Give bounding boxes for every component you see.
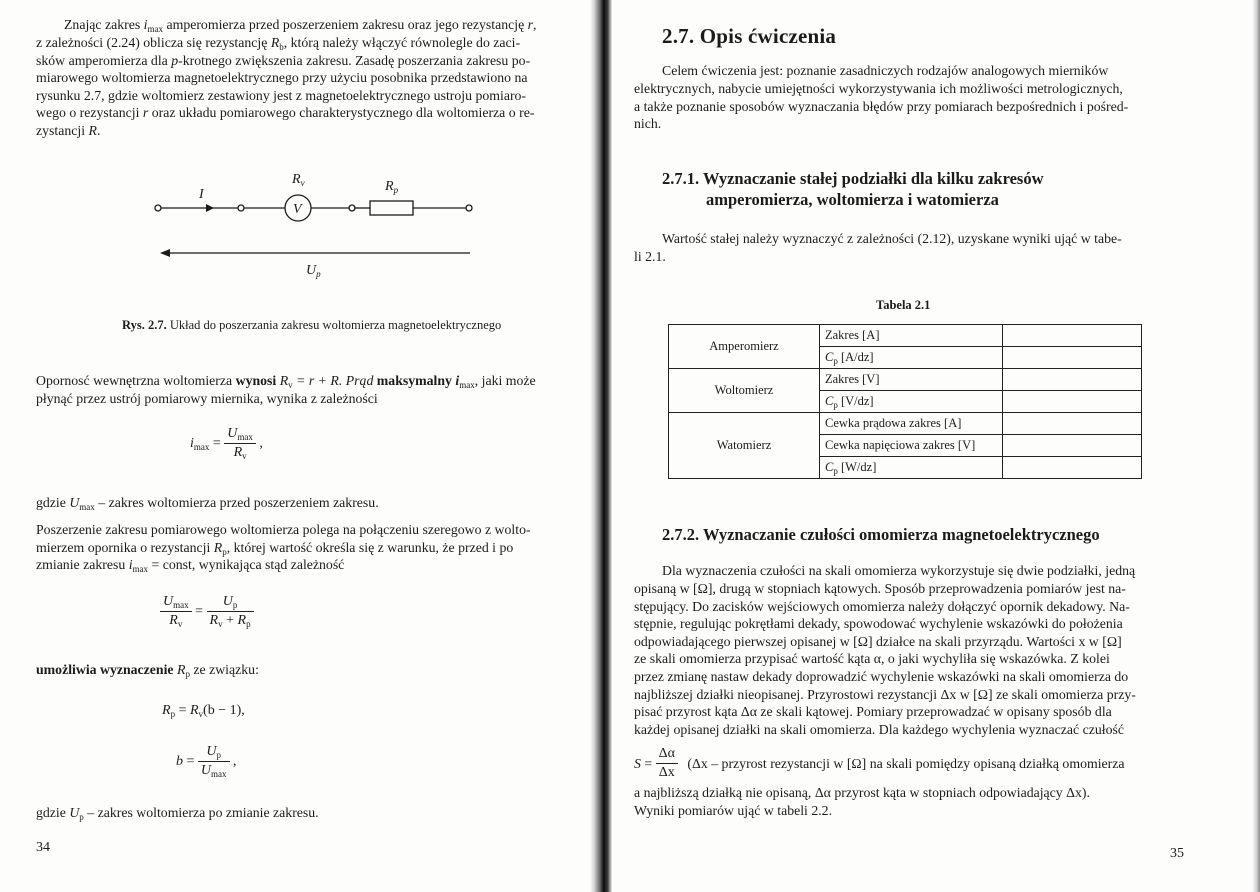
text-line: Celem ćwiczenia jest: poznanie zasadniczych rodzajów analogowych mierników — [662, 63, 1109, 78]
figure-caption: Rys. 2.7. Układ do poszerzania zakresu woltomierza magnetoelektrycznego — [122, 318, 502, 332]
text-line: wego o rezystancji r oraz układu pomiarowego charakterystycznego dla woltomierza o re- — [36, 105, 535, 121]
param-cell: Zakres [A] — [820, 325, 1003, 347]
intro-paragraph — [634, 62, 1226, 80]
circuit-diagram — [140, 160, 490, 285]
text-line: Znając zakres $i_{max}$ amperomierza przed poszerzeniem zakresu oraz jego rezystancję r, — [64, 17, 537, 34]
book-gutter — [590, 0, 612, 892]
text-line: przez zmianę nastaw dekady doprowadzić wychylenie wskazówki na skali omomierza do — [634, 668, 1129, 684]
table-row — [669, 413, 1142, 435]
sub1-paragraph — [634, 230, 1226, 248]
text-line: najbliższej działki nieopisanej. Przyrostowi rezystancji Δx w [Ω] ze skali omomierza przy- — [634, 686, 1136, 702]
equation-condition: $\frac{U_{max}}{R_v}$ = $\frac{U_p}{R_v + R_p}$ — [160, 594, 254, 629]
text-line: a najbliższą działką nie opisaną, Δα przyrost kąta w stopniach odpowiadający Δx). — [634, 785, 1090, 800]
voltage-arrow-head — [160, 249, 170, 257]
text-line: elektrycznych, nabycie umiejętności wykorzystywania ich możliwości metrologicznych, — [634, 81, 1123, 96]
voltmeter-terminal-right — [349, 205, 355, 211]
group-watomierz: Watomierz — [669, 413, 820, 479]
equation-imax: $i_{max}$ = $\frac{U_{max}}{R_v}$ , — [190, 426, 263, 461]
equation-rp: $R_p = R_v(b - 1)$, — [162, 703, 245, 719]
subsection-title-1: 2.7.1. Wyznaczanie stałej podziałki dla kilku zakresów — [662, 169, 1044, 188]
value-cell — [1003, 457, 1142, 479]
text-line: mierzem opornika o rezystancji $R_p$, której wartość określa się z warunku, że przed i po — [36, 539, 514, 557]
param-cell: Zakres [V] — [820, 369, 1003, 391]
table-2-1 — [668, 324, 1142, 479]
page-edge — [1252, 0, 1260, 892]
output-terminal — [466, 205, 472, 211]
param-cell: $C_p$ [A/dz] — [820, 347, 1003, 369]
paragraph-3 — [36, 521, 592, 574]
text-line: sków amperomierza dla p-krotnego zwiększenia zakresu. Zasadę poszerzania zakresu po- — [36, 52, 531, 68]
paragraph-1 — [36, 16, 588, 34]
value-cell — [1003, 347, 1142, 369]
equation-b: b = $\frac{U_p}{U_{max}}$ , — [176, 744, 237, 779]
value-cell — [1003, 391, 1142, 413]
label-voltmeter: V — [293, 202, 302, 217]
text-line: z zależności (2.24) oblicza się rezystancję $R_b$, którą należy włączyć równolegle do zaci- — [36, 35, 521, 52]
text-line: odpowiadającego pierwszej opisanej w [Ω] działce na skali przyrządu. Wartości x w [Ω] — [634, 633, 1122, 649]
table-caption: Tabela 2.1 — [876, 298, 931, 312]
sub2-paragraph — [634, 562, 1226, 580]
text-line: Dla wyznaczenia czułości na skali omomierza wykorzystuje się dwie podziałki, jedną — [662, 563, 1136, 578]
subsection-title-2: 2.7.2. Wyznaczanie czułości omomierza magnetoelektrycznego — [662, 525, 1100, 544]
text-line: ze skali omomierza przypisać wartość kąta α, o jaki wychyliła się wskazówka. Z kolei — [634, 651, 1110, 667]
right-page — [612, 0, 1260, 892]
value-cell — [1003, 435, 1142, 457]
label-rv: $R_v$ — [292, 172, 305, 188]
text-line: Poszerzenie zakresu pomiarowego woltomierza polega na połączeniu szeregowo z wolto- — [36, 522, 531, 537]
text-line: Opornosć wewnętrzna woltomierza wynosi $R_v = r + R$. Prąd maksymalny $i_{max}$, jaki może — [36, 373, 536, 390]
text-line: Wyniki pomiarów ująć w tabeli 2.2. — [634, 802, 833, 818]
text-line: Wartość stałej należy wyznaczyć z zależności (2.12), uzyskane wyniki ująć w tabe- — [662, 231, 1122, 246]
definition-umax: gdzie $U_{max}$ – zakres woltomierza przed poszerzeniem zakresu. — [36, 495, 379, 512]
paragraph-2 — [36, 372, 596, 407]
param-cell: Cewka prądowa zakres [A] — [820, 413, 1003, 435]
table-row — [669, 325, 1142, 347]
text-umozliwia: umożliwia wyznaczenie $R_p$ ze związku: — [36, 662, 259, 679]
group-amperomierz: Amperomierz — [669, 325, 820, 369]
subsection-title-1-line2: amperomierza, woltomierza i watomierza — [706, 190, 999, 209]
text-line: a także poznanie sposobów wyznaczania błędów przy pomiarach bezpośrednich i pośred- — [634, 98, 1129, 114]
intro-paragraph-cont — [634, 80, 1226, 133]
value-cell — [1003, 413, 1142, 435]
param-cell: Cewka napięciowa zakres [V] — [820, 435, 1003, 457]
definition-up: gdzie $U_p$ – zakres woltomierza po zmianie zakresu. — [36, 805, 319, 822]
value-cell — [1003, 369, 1142, 391]
text-line: zmianie zakresu $i_{max}$ = const, wynikająca stąd zależność — [36, 557, 345, 575]
sub1-paragraph-cont — [634, 248, 1226, 266]
page-number-left: 34 — [36, 840, 50, 855]
input-terminal — [155, 205, 161, 211]
group-woltomierz: Woltomierz — [669, 369, 820, 413]
left-page — [0, 0, 596, 892]
page-number-right: 35 — [1170, 846, 1184, 861]
text-line: stępujący. Do zacisków wejściowych omomierza należy dołączyć opornik dekadowy. Na- — [634, 598, 1130, 614]
text-line: miarowego woltomierza magnetoelektrycznego przy użyciu posobnika przedstawiono na — [36, 70, 528, 86]
text-line: rysunku 2.7, gdzie woltomierz zestawiony jest z magnetoelektrycznego ustroju pomiaro- — [36, 87, 527, 103]
sub2-ending — [634, 784, 1226, 819]
paragraph-1-cont — [36, 34, 588, 140]
equation-sensitivity: S = $\frac{\Delta\alpha}{\Delta x}$ (Δx – przyrost rezystancji w [Ω] na skali pomiędzy opisaną działką omomierza — [634, 746, 1125, 780]
param-cell: $C_p$ [V/dz] — [820, 391, 1003, 413]
label-current: I — [199, 187, 204, 202]
text-line: stępnie, regulując pokrętłami dekady, spowodować wychylenie wskazówki do położenia — [634, 616, 1123, 632]
label-rp: $R_p$ — [385, 179, 399, 195]
text-line: pisać przyrost kąta Δα ze skali kątowej. Pomiary przeprowadzać w opisany sposób dla — [634, 704, 1112, 720]
text-line: opisaną w [Ω], drugą w stopniach kątowych. Sposób przeprowadzenia pomiarów jest na- — [634, 581, 1126, 596]
label-up: $U_p$ — [306, 263, 321, 279]
text-line: nich. — [634, 116, 662, 132]
value-cell — [1003, 325, 1142, 347]
text-line: zystancji R. — [36, 122, 101, 138]
text-line: li 2.1. — [634, 249, 666, 264]
sub2-paragraph-cont — [634, 580, 1226, 738]
text-line: każdej opisanej działki na skali omomierza. Dla każdego wychylenia wyznaczać czułość — [634, 721, 1124, 737]
param-cell: $C_p$ [W/dz] — [820, 457, 1003, 479]
resistor-rp — [370, 201, 413, 215]
voltmeter-terminal-left — [238, 205, 244, 211]
table-row — [669, 369, 1142, 391]
text-line: płynąć przez ustrój pomiarowy miernika, wynika z zależności — [36, 390, 378, 406]
section-title: 2.7. Opis ćwiczenia — [662, 24, 837, 48]
current-arrow-head — [206, 204, 214, 212]
